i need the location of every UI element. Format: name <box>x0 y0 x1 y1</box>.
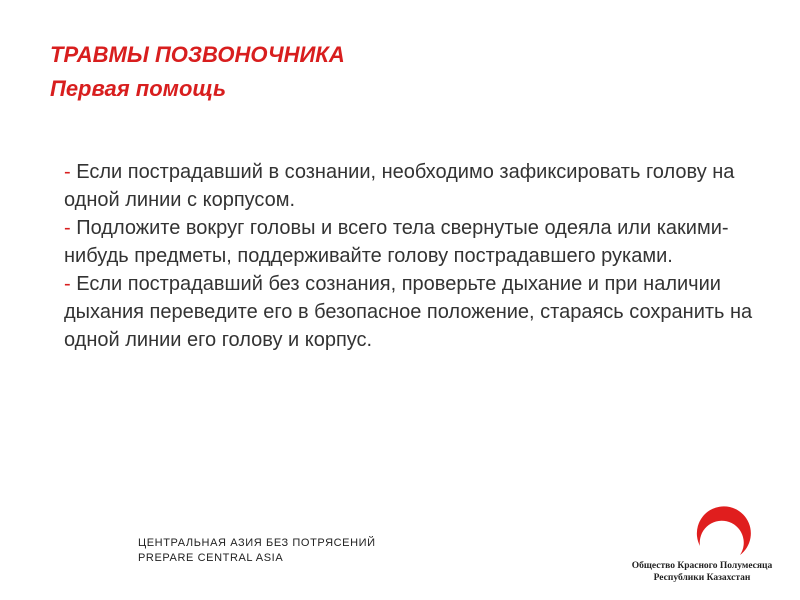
list-item-text: Если пострадавший в сознании, необходимо зафиксировать голову на одной линии с корпусом. <box>64 161 735 211</box>
slide-body <box>64 158 764 354</box>
bullet-dash: - <box>64 273 77 295</box>
logo-caption-line1: Общество Красного Полумесяца <box>631 561 773 571</box>
slide-title: ТРАВМЫ ПОЗВОНОЧНИКА <box>50 42 345 67</box>
logo-caption <box>612 560 792 584</box>
list-item <box>64 214 764 270</box>
footer-line-en: PREPARE CENTRAL ASIA <box>138 552 284 564</box>
list-item <box>64 158 764 214</box>
list-item-text: Подложите вокруг головы и всего тела свернутые одеяла или какими-нибудь предметы, поддерживайте голову пострадавшего руками. <box>64 217 729 267</box>
footer-text <box>138 536 376 566</box>
slide-title-block <box>50 38 345 106</box>
list-item-text: Если пострадавший без сознания, проверьте дыхание и при наличии дыхания переведите его в безопасное положение, стараясь сохранить на одной линии его голову и корпус. <box>64 273 753 351</box>
bullet-dash: - <box>64 161 77 183</box>
logo-caption-line2: Республики Казахстан <box>653 573 751 583</box>
footer-line-ru: ЦЕНТРАЛЬНАЯ АЗИЯ БЕЗ ПОТРЯСЕНИЙ <box>138 537 376 549</box>
slide-subtitle: Первая помощь <box>50 76 227 101</box>
bullet-dash: - <box>64 217 77 239</box>
list-item <box>64 270 764 354</box>
